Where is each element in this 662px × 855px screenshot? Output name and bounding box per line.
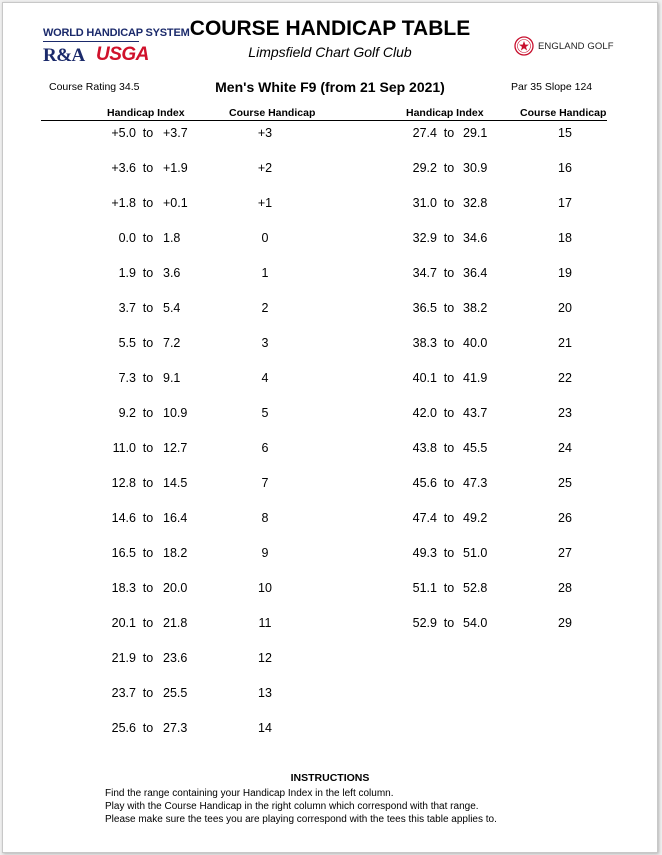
table-row bbox=[3, 546, 657, 566]
course-handicap-value: 3 bbox=[261, 336, 269, 350]
range-separator: to bbox=[142, 721, 154, 735]
course-handicap-value: 19 bbox=[558, 266, 572, 280]
range-separator: to bbox=[142, 511, 154, 525]
range-separator: to bbox=[142, 581, 154, 595]
course-handicap-value: 2 bbox=[261, 301, 269, 315]
course-handicap-value: 21 bbox=[558, 336, 572, 350]
left-course-handicap-header: Course Handicap bbox=[229, 107, 316, 119]
index-range-high: 12.7 bbox=[163, 441, 188, 455]
index-range-low: 25.6 bbox=[111, 721, 136, 735]
index-range-low: 52.9 bbox=[412, 616, 437, 630]
index-range-high: 45.5 bbox=[463, 441, 488, 455]
table-row bbox=[3, 266, 657, 286]
table-row bbox=[3, 441, 657, 461]
index-range-high: 14.5 bbox=[163, 476, 188, 490]
index-range-low: 49.3 bbox=[412, 546, 437, 560]
index-range-low: 9.2 bbox=[118, 406, 136, 420]
index-range-low: 14.6 bbox=[111, 511, 136, 525]
document-page bbox=[2, 2, 658, 853]
course-handicap-value: 12 bbox=[258, 651, 272, 665]
index-range-low: 0.0 bbox=[118, 231, 136, 245]
index-range-low: 20.1 bbox=[111, 616, 136, 630]
index-range-high: 52.8 bbox=[463, 581, 488, 595]
index-range-high: 23.6 bbox=[163, 651, 188, 665]
range-separator: to bbox=[142, 196, 154, 210]
index-range-low: 36.5 bbox=[412, 301, 437, 315]
index-range-high: 18.2 bbox=[163, 546, 188, 560]
tee-description: Men's White F9 (from 21 Sep 2021) bbox=[215, 79, 445, 95]
index-range-high: 43.7 bbox=[463, 406, 488, 420]
course-handicap-value: 9 bbox=[261, 546, 269, 560]
range-separator: to bbox=[142, 651, 154, 665]
course-handicap-value: 15 bbox=[558, 126, 572, 140]
range-separator: to bbox=[142, 616, 154, 630]
index-range-low: +5.0 bbox=[111, 126, 136, 140]
course-handicap-value: 20 bbox=[558, 301, 572, 315]
index-range-low: 3.7 bbox=[118, 301, 136, 315]
course-handicap-value: 25 bbox=[558, 476, 572, 490]
index-range-high: 34.6 bbox=[463, 231, 488, 245]
index-range-high: 41.9 bbox=[463, 371, 488, 385]
index-range-low: 7.3 bbox=[118, 371, 136, 385]
index-range-high: 27.3 bbox=[163, 721, 188, 735]
course-rating: Course Rating 34.5 bbox=[49, 81, 140, 93]
index-range-low: 42.0 bbox=[412, 406, 437, 420]
index-range-high: 16.4 bbox=[163, 511, 188, 525]
index-range-high: 49.2 bbox=[463, 511, 488, 525]
index-range-low: 51.1 bbox=[412, 581, 437, 595]
index-range-high: +3.7 bbox=[163, 126, 188, 140]
index-range-high: 21.8 bbox=[163, 616, 188, 630]
index-range-high: +0.1 bbox=[163, 196, 188, 210]
range-separator: to bbox=[142, 476, 154, 490]
index-range-low: 43.8 bbox=[412, 441, 437, 455]
range-separator: to bbox=[142, 406, 154, 420]
index-range-low: 5.5 bbox=[118, 336, 136, 350]
page-title: COURSE HANDICAP TABLE bbox=[189, 17, 471, 40]
index-range-high: 9.1 bbox=[163, 371, 181, 385]
index-range-low: 40.1 bbox=[412, 371, 437, 385]
course-handicap-value: 22 bbox=[558, 371, 572, 385]
course-handicap-value: +3 bbox=[257, 126, 273, 140]
table-row bbox=[3, 721, 657, 741]
table-row bbox=[3, 406, 657, 426]
range-separator: to bbox=[443, 406, 455, 420]
index-range-low: 27.4 bbox=[412, 126, 437, 140]
whs-logo-rule bbox=[43, 41, 139, 42]
index-range-high: +1.9 bbox=[163, 161, 188, 175]
range-separator: to bbox=[443, 126, 455, 140]
range-separator: to bbox=[443, 546, 455, 560]
randa-logo: R&A bbox=[43, 45, 85, 66]
right-handicap-index-header: Handicap Index bbox=[406, 107, 484, 119]
course-handicap-value: 4 bbox=[261, 371, 269, 385]
course-handicap-value: 0 bbox=[261, 231, 269, 245]
course-handicap-value: 18 bbox=[558, 231, 572, 245]
index-range-high: 20.0 bbox=[163, 581, 188, 595]
course-handicap-value: 1 bbox=[261, 266, 269, 280]
index-range-low: 21.9 bbox=[111, 651, 136, 665]
index-range-low: 38.3 bbox=[412, 336, 437, 350]
range-separator: to bbox=[142, 441, 154, 455]
table-row bbox=[3, 476, 657, 496]
index-range-high: 32.8 bbox=[463, 196, 488, 210]
index-range-high: 25.5 bbox=[163, 686, 188, 700]
index-range-low: 1.9 bbox=[118, 266, 136, 280]
par-slope: Par 35 Slope 124 bbox=[511, 81, 593, 93]
index-range-low: 29.2 bbox=[412, 161, 437, 175]
instructions-heading: INSTRUCTIONS bbox=[290, 772, 370, 784]
course-handicap-value: 11 bbox=[258, 616, 272, 630]
index-range-low: 31.0 bbox=[412, 196, 437, 210]
table-row bbox=[3, 196, 657, 216]
course-handicap-value: +2 bbox=[257, 161, 273, 175]
index-range-high: 29.1 bbox=[463, 126, 488, 140]
index-range-high: 54.0 bbox=[463, 616, 488, 630]
course-handicap-value: +1 bbox=[257, 196, 273, 210]
course-handicap-value: 29 bbox=[558, 616, 572, 630]
index-range-high: 40.0 bbox=[463, 336, 488, 350]
course-handicap-value: 5 bbox=[261, 406, 269, 420]
club-name: Limpsfield Chart Golf Club bbox=[248, 44, 412, 60]
table-row bbox=[3, 301, 657, 321]
range-separator: to bbox=[443, 161, 455, 175]
course-handicap-value: 27 bbox=[558, 546, 572, 560]
range-separator: to bbox=[443, 336, 455, 350]
index-range-low: +1.8 bbox=[111, 196, 136, 210]
range-separator: to bbox=[443, 301, 455, 315]
range-separator: to bbox=[142, 686, 154, 700]
table-row bbox=[3, 581, 657, 601]
index-range-low: 34.7 bbox=[412, 266, 437, 280]
index-range-high: 47.3 bbox=[463, 476, 488, 490]
index-range-low: 23.7 bbox=[111, 686, 136, 700]
range-separator: to bbox=[142, 266, 154, 280]
range-separator: to bbox=[443, 231, 455, 245]
table-row bbox=[3, 126, 657, 146]
index-range-high: 51.0 bbox=[463, 546, 488, 560]
course-handicap-value: 26 bbox=[558, 511, 572, 525]
left-handicap-index-header: Handicap Index bbox=[107, 107, 185, 119]
index-range-low: 32.9 bbox=[412, 231, 437, 245]
instruction-line: Play with the Course Handicap in the right column which correspond with that range. bbox=[105, 801, 479, 812]
index-range-low: 12.8 bbox=[111, 476, 136, 490]
range-separator: to bbox=[443, 266, 455, 280]
course-handicap-value: 10 bbox=[258, 581, 272, 595]
index-range-high: 38.2 bbox=[463, 301, 488, 315]
table-row bbox=[3, 336, 657, 356]
index-range-high: 3.6 bbox=[163, 266, 181, 280]
index-range-low: 16.5 bbox=[111, 546, 136, 560]
course-handicap-value: 24 bbox=[558, 441, 572, 455]
range-separator: to bbox=[443, 511, 455, 525]
index-range-high: 10.9 bbox=[163, 406, 188, 420]
course-handicap-value: 6 bbox=[261, 441, 269, 455]
course-handicap-value: 13 bbox=[258, 686, 272, 700]
table-row bbox=[3, 511, 657, 531]
instruction-line: Find the range containing your Handicap Index in the left column. bbox=[105, 788, 394, 799]
table-row bbox=[3, 651, 657, 671]
range-separator: to bbox=[443, 371, 455, 385]
range-separator: to bbox=[142, 546, 154, 560]
course-handicap-value: 7 bbox=[261, 476, 269, 490]
england-golf-rose-icon bbox=[514, 36, 534, 56]
table-row bbox=[3, 231, 657, 251]
range-separator: to bbox=[142, 231, 154, 245]
course-handicap-value: 28 bbox=[558, 581, 572, 595]
range-separator: to bbox=[142, 336, 154, 350]
index-range-high: 30.9 bbox=[463, 161, 488, 175]
course-handicap-value: 23 bbox=[558, 406, 572, 420]
whs-logo-text: WORLD HANDICAP SYSTEM bbox=[43, 27, 190, 39]
table-row bbox=[3, 616, 657, 636]
course-handicap-value: 14 bbox=[258, 721, 272, 735]
course-handicap-value: 16 bbox=[558, 161, 572, 175]
range-separator: to bbox=[443, 196, 455, 210]
usga-logo: USGA bbox=[96, 44, 149, 65]
right-course-handicap-header: Course Handicap bbox=[520, 107, 607, 119]
range-separator: to bbox=[142, 126, 154, 140]
range-separator: to bbox=[142, 371, 154, 385]
index-range-high: 1.8 bbox=[163, 231, 181, 245]
index-range-low: 18.3 bbox=[111, 581, 136, 595]
course-handicap-value: 17 bbox=[558, 196, 572, 210]
table-row bbox=[3, 686, 657, 706]
table-row bbox=[3, 371, 657, 391]
range-separator: to bbox=[443, 441, 455, 455]
index-range-low: 11.0 bbox=[112, 441, 136, 455]
range-separator: to bbox=[142, 161, 154, 175]
index-range-low: 47.4 bbox=[412, 511, 437, 525]
index-range-high: 36.4 bbox=[463, 266, 488, 280]
index-range-high: 7.2 bbox=[163, 336, 181, 350]
table-row bbox=[3, 161, 657, 181]
course-handicap-value: 8 bbox=[261, 511, 269, 525]
instruction-line: Please make sure the tees you are playing correspond with the tees this table applies to. bbox=[105, 814, 497, 825]
header-rule bbox=[41, 120, 607, 121]
england-golf-logo-text: ENGLAND GOLF bbox=[538, 41, 614, 52]
range-separator: to bbox=[443, 616, 455, 630]
range-separator: to bbox=[443, 581, 455, 595]
index-range-high: 5.4 bbox=[163, 301, 181, 315]
range-separator: to bbox=[142, 301, 154, 315]
index-range-low: +3.6 bbox=[111, 161, 136, 175]
range-separator: to bbox=[443, 476, 455, 490]
index-range-low: 45.6 bbox=[412, 476, 437, 490]
